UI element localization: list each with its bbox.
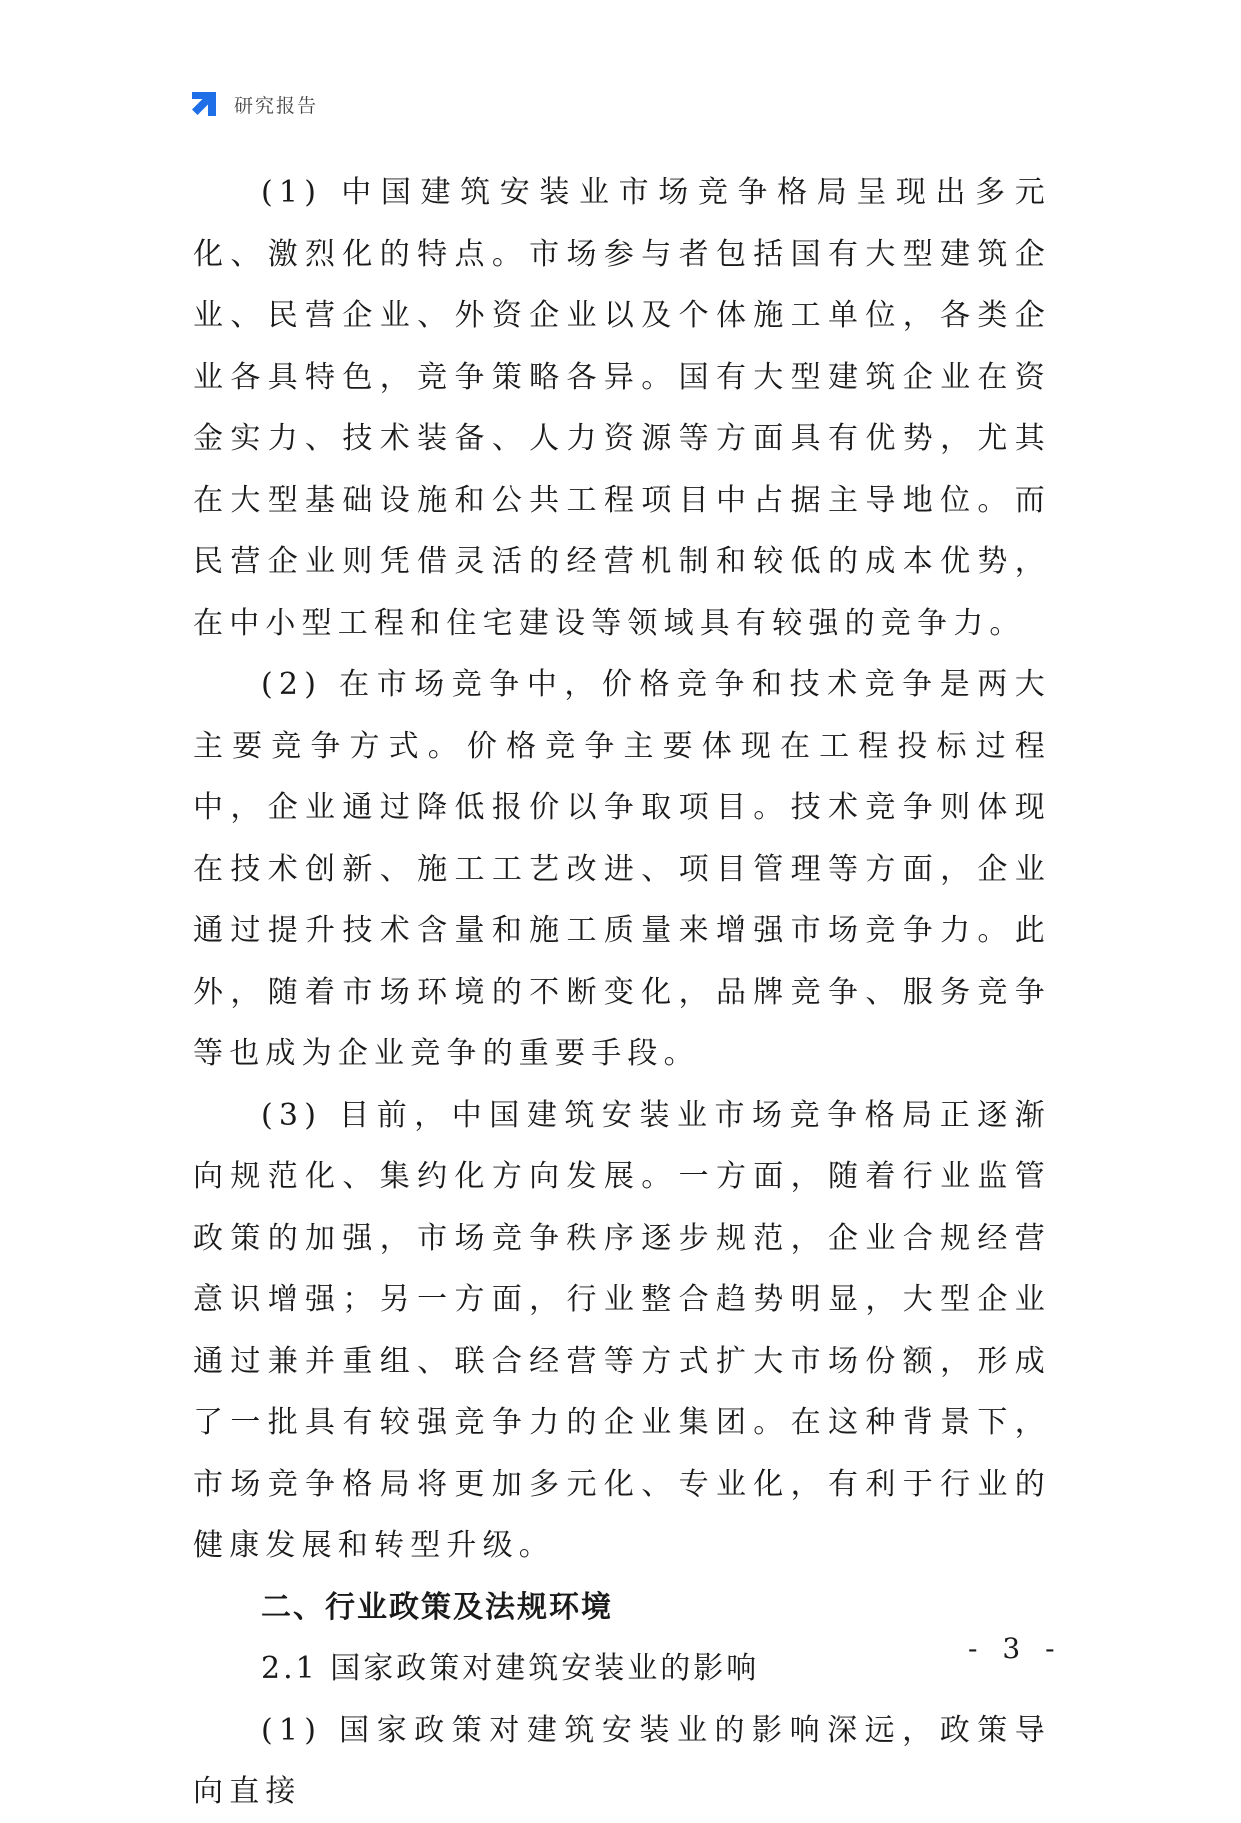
section-heading: 二、行业政策及法规环境: [261, 1589, 613, 1625]
report-header: [188, 88, 318, 120]
paragraph: (3) 目前，中国建筑安装业市场竞争格局正逐渐向规范化、集约化方向发展。一方面，随着行业监管政策的加强，市场竞争秩序逐步规范，企业合规经营意识增强；另一方面，行业整合趋势明显，大型企业通过兼并重组、联合经营等方式扩大市场份额，形成了一批具有较强竞争力的企业集团。在这种背景下，市场竞争格局将更加多元化、专业化，有利于行业的健康发展和转型升级。: [193, 1097, 1051, 1563]
report-header-title: 研究报告: [234, 94, 319, 117]
paragraph: (2) 在市场竞争中，价格竞争和技术竞争是两大主要竞争方式。价格竞争主要体现在工程投标过程中，企业通过降低报价以争取项目。技术竞争则体现在技术创新、施工工艺改进、项目管理等方面，企业通过提升技术含量和施工质量来增强市场竞争力。此外，随着市场环境的不断变化，品牌竞争、服务竞争等也成为企业竞争的重要手段。: [193, 667, 1051, 1071]
paragraph: (1) 国家政策对建筑安装业的影响深远，政策导向直接: [193, 1712, 1051, 1809]
paragraph: (1) 中国建筑安装业市场竞争格局呈现出多元化、激烈化的特点。市场参与者包括国有大型建筑企业、民营企业、外资企业以及个体施工单位，各类企业各具特色，竞争策略各异。国有大型建筑企业在资金实力、技术装备、人力资源等方面具有优势，尤其在大型基础设施和公共工程项目中占据主导地位。而民营企业则凭借灵活的经营机制和较低的成本优势，在中小型工程和住宅建设等领域具有较强的竞争力。: [193, 175, 1051, 641]
page-number: - 3 -: [968, 1632, 1063, 1665]
subsection-heading: 2.1 国家政策对建筑安装业的影响: [261, 1651, 760, 1686]
arrow-up-right-icon: [188, 88, 220, 120]
document-body: [193, 162, 1051, 1823]
